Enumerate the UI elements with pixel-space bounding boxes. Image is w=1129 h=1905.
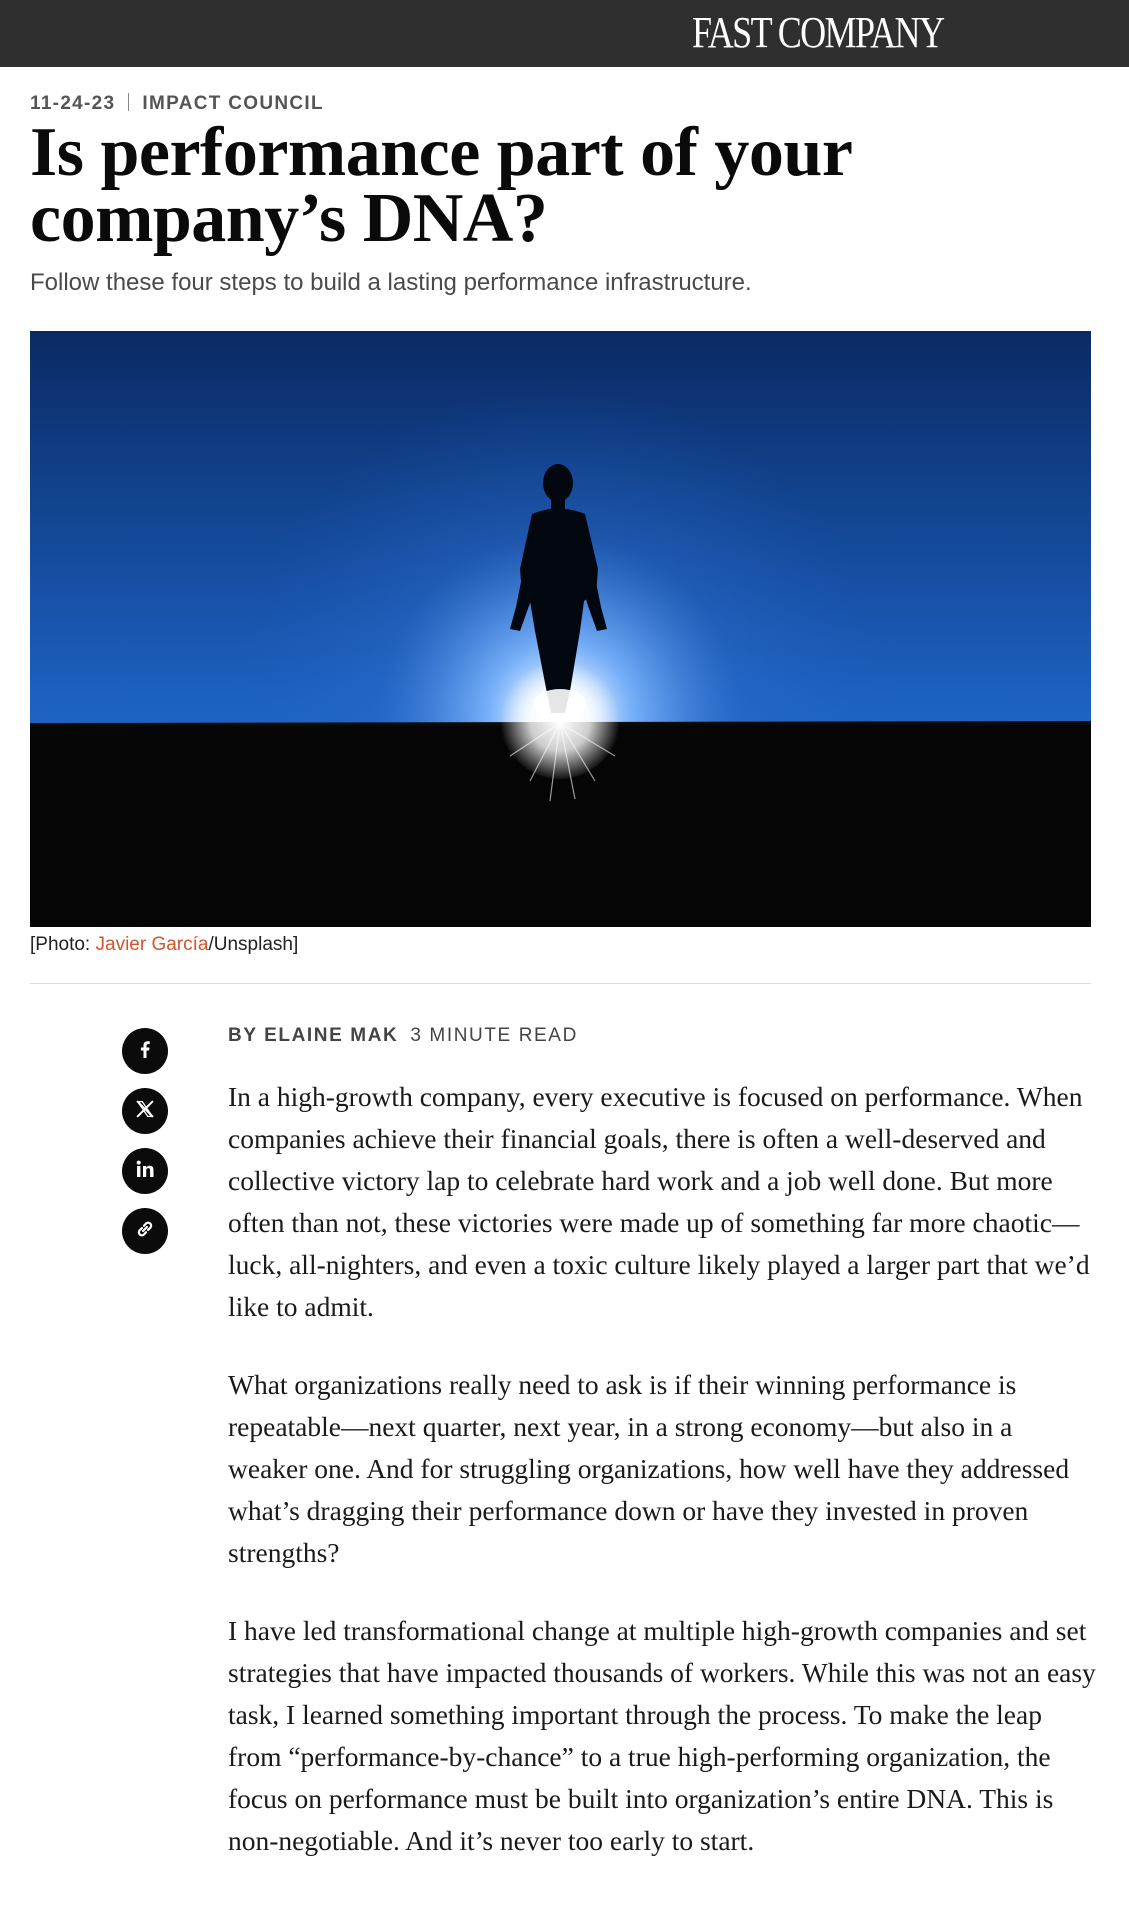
- facebook-share-button[interactable]: [122, 1028, 168, 1074]
- category-link[interactable]: IMPACT COUNCIL: [142, 93, 324, 114]
- facebook-icon: [133, 1037, 157, 1066]
- linkedin-icon: [133, 1157, 157, 1186]
- author-link[interactable]: BY ELAINE MAK: [228, 1025, 399, 1046]
- paragraph: What organizations really need to ask is if their winning performance is repeatable—next quarter, next year, in a strong economy—but also in a weaker one. And for struggling organizations, how well have they addressed what’s dragging their performance down or have they invested in proven strengths?: [228, 1369, 1070, 1568]
- caption-suffix: /Unsplash]: [208, 934, 299, 955]
- x-share-button[interactable]: [122, 1088, 168, 1134]
- photo-caption: [30, 934, 298, 956]
- article-body: [228, 1076, 1098, 1898]
- divider: [30, 983, 1091, 984]
- read-time: 3 MINUTE READ: [410, 1025, 578, 1046]
- article-title: Is performance part of your company’s DNA?: [30, 114, 852, 257]
- paragraph: I have led transformational change at multiple high-growth companies and set strategies that have impacted thousands of workers. While this was not an easy task, I learned something important through the process. To make the leap from “performance-by-chance” to a true high-performing organization, the focus on performance must be built into organization’s entire DNA. This is non-negotiable. And it’s never too early to start.: [228, 1615, 1096, 1856]
- caption-prefix: [Photo:: [30, 934, 96, 955]
- paragraph: In a high-growth company, every executive is focused on performance. When companies achieve their financial goals, there is often a well-deserved and collective victory lap to celebrate hard work and a job well done. But more often than not, these victories were made up of something far more chaotic—luck, all-nighters, and even a toxic culture likely played a larger part that we’d like to admit.: [228, 1081, 1090, 1322]
- copy-link-button[interactable]: [122, 1208, 168, 1254]
- share-bar: [122, 1028, 170, 1268]
- x-icon: [134, 1098, 156, 1125]
- linkedin-share-button[interactable]: [122, 1148, 168, 1194]
- article-dek: Follow these four steps to build a lasting performance infrastructure.: [30, 269, 752, 296]
- photo-credit-link[interactable]: Javier García: [95, 934, 209, 955]
- site-header: [0, 0, 1129, 67]
- article-meta: [30, 93, 324, 115]
- fast-company-logo[interactable]: FAST COMPANY: [692, 8, 944, 57]
- article-date: 11-24-23: [30, 93, 116, 114]
- meta-divider: [128, 93, 129, 111]
- byline: [228, 1025, 578, 1047]
- hero-image: [30, 331, 1091, 927]
- link-icon: [133, 1217, 157, 1246]
